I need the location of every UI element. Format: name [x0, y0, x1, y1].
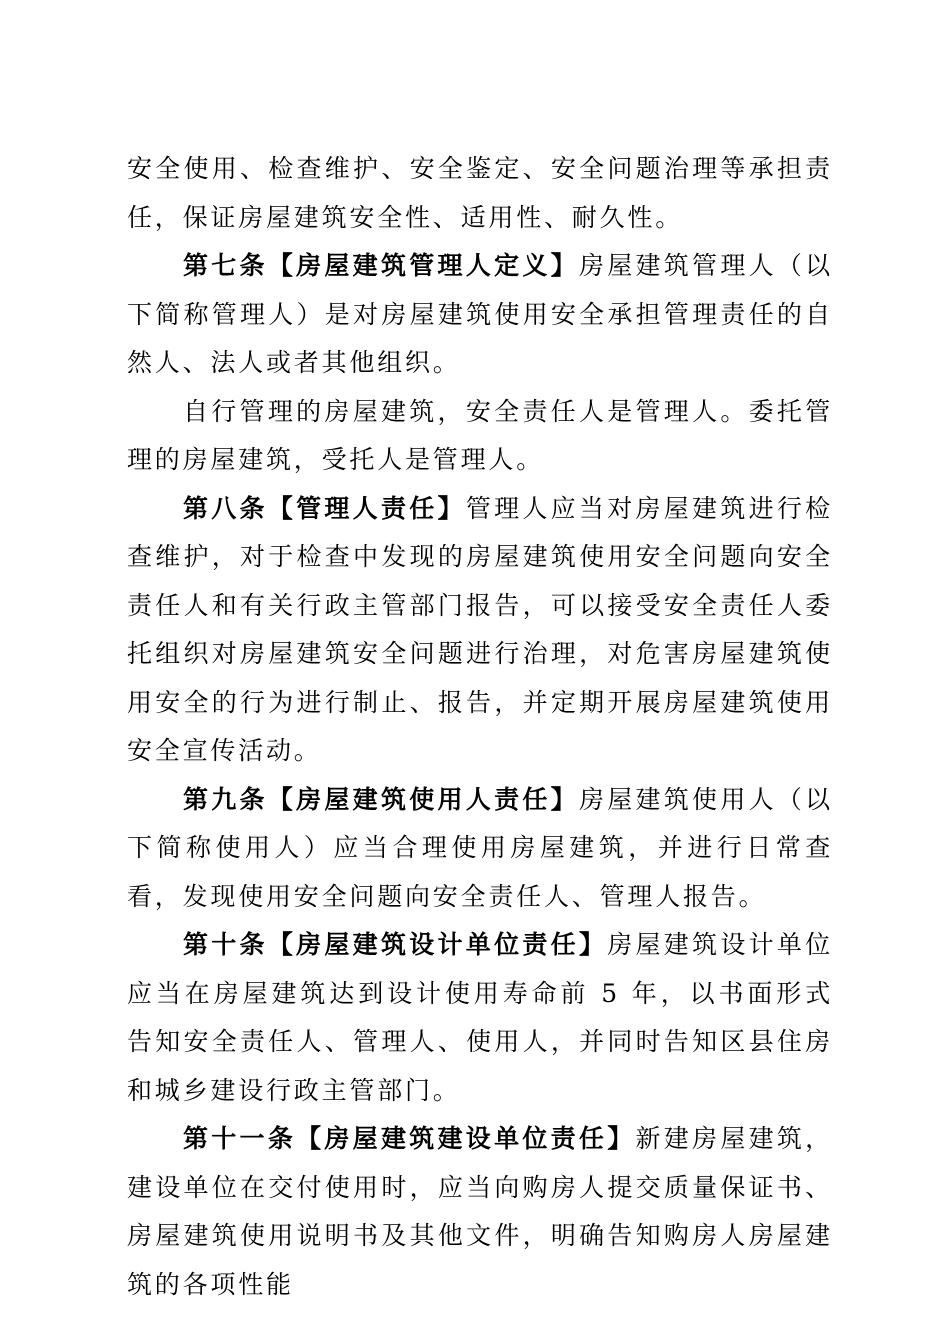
article-number: 第九条: [183, 784, 268, 814]
article-10-paragraph: [127, 921, 833, 1115]
article-title: 【房屋建筑设计单位责任】: [267, 930, 608, 959]
document-body: [127, 145, 833, 1309]
article-number: 第十条: [183, 930, 268, 959]
article-title: 【管理人责任】: [267, 493, 466, 523]
paragraph-text: 房屋建筑管理人（以下简称管理人）是对房屋建筑使用安全承担管理责任的自然人、法人或者其他组织。: [127, 251, 833, 377]
article-title: 【房屋建筑建设单位责任】: [296, 1124, 636, 1153]
article-7-paragraph: [127, 242, 833, 388]
paragraph-text: 自行管理的房屋建筑，安全责任人是管理人。委托管理的房屋建筑，受托人是管理人。: [127, 396, 833, 474]
article-title: 【房屋建筑使用人责任】: [267, 784, 579, 814]
article-number: 第十一条: [183, 1124, 297, 1153]
paragraph-text: 管理人应当对房屋建筑进行检查维护，对于检查中发现的房屋建筑使用安全问题向安全责任人和有关行政主管部门报告，可以接受安全责任人委托组织对房屋建筑安全问题进行治理，对危害房屋建筑使用安全的行为进行制止、报告，并定期开展房屋建筑使用安全宣传活动。: [127, 493, 833, 765]
article-11-paragraph: [127, 1115, 833, 1309]
paragraph-continuation: [127, 145, 833, 242]
article-7-paragraph-2: [127, 388, 833, 485]
paragraph-text: 房屋建筑使用人（以下简称使用人）应当合理使用房屋建筑，并进行日常查看，发现使用安全问题向安全责任人、管理人报告。: [127, 784, 833, 911]
paragraph-text: 安全使用、检查维护、安全鉴定、安全问题治理等承担责任，保证房屋建筑安全性、适用性、耐久性。: [127, 154, 833, 232]
article-title: 【房屋建筑管理人定义】: [267, 251, 579, 280]
article-8-paragraph: [127, 485, 833, 776]
article-number: 第八条: [183, 493, 268, 523]
article-9-paragraph: [127, 776, 833, 922]
article-number: 第七条: [183, 251, 268, 280]
paragraph-text: 新建房屋建筑，建设单位在交付使用时，应当向购房人提交质量保证书、房屋建筑使用说明书及其他文件，明确告知购房人房屋建筑的各项性能: [127, 1124, 833, 1299]
paragraph-text: 房屋建筑设计单位应当在房屋建筑达到设计使用寿命前 5 年，以书面形式告知安全责任人、管理人、使用人，并同时告知区县住房和城乡建设行政主管部门。: [127, 930, 833, 1105]
